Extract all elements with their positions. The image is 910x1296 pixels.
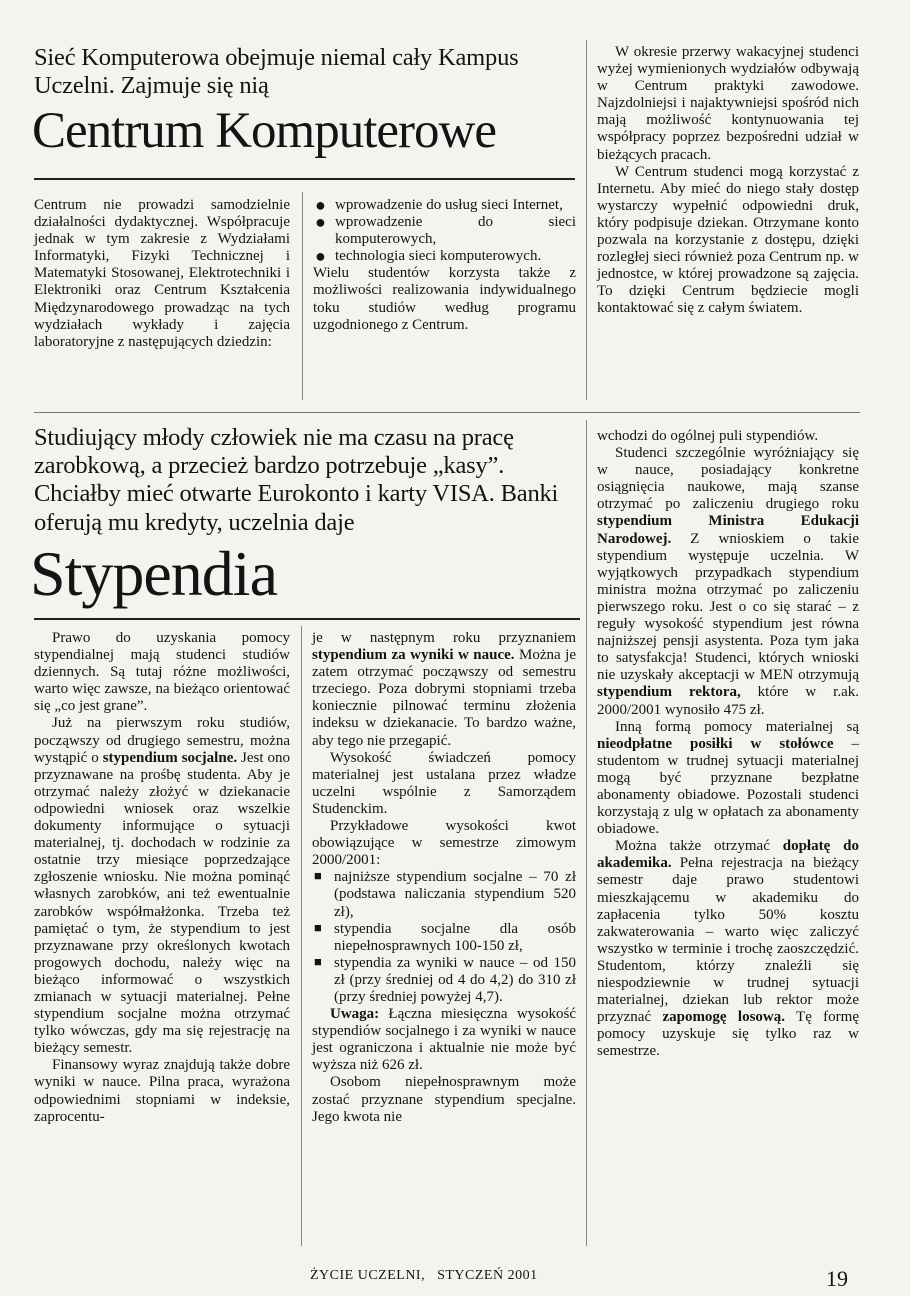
section1-col2-text: Wielu studentów korzysta także z możliwości realizowania indywidualnego toku studiów według programu uzgodnionego z Centrum.: [313, 265, 576, 333]
list-item: ■ stypendia socjalne dla osób niepełnosprawnych 100-150 zł,: [314, 919, 576, 954]
section1-headline: Centrum Komputerowe: [32, 103, 496, 159]
section2-col3-p2: Inną formą pomocy materialnej są nieodpłatne posiłki w stołówce – studentom w trudnej sytuacji materialnej mogą być przyznane bezpłatne abonamenty obiadowe. Pozostali studenci korzystają z ulg w opłatach za abonamenty obiadowe.: [597, 718, 859, 838]
section2-headline-rule: [34, 618, 580, 620]
footer-publication: ŻYCIE UCZELNI, STYCZEŃ 2001: [310, 1268, 538, 1283]
section2-col2: [312, 630, 576, 1126]
section1-col3: [597, 44, 859, 318]
section1-bullet-list: [313, 197, 576, 265]
list-item: ■ stypendia za wyniki w nauce – od 150 zł (przy średniej od 4 do 4,2) do 310 zł (przy średniej powyżej 4,7).: [314, 953, 576, 1005]
section1-col-divider-1: [302, 192, 303, 400]
emphasis-wyniki: stypendium za wyniki w nauce.: [312, 647, 515, 664]
bullet-square-icon: ■: [314, 919, 322, 935]
bullet-dot-icon: ●: [315, 195, 326, 215]
emphasis-men: stypendium Ministra Edukacji Narodowej.: [597, 513, 859, 547]
section2-col-divider-1: [301, 626, 302, 1246]
emphasis-uwaga: Uwaga:: [330, 1006, 380, 1023]
list-item: ● technologia sieci komputerowych.: [315, 246, 542, 267]
section2-col-divider-2: [586, 420, 587, 1246]
bullet-square-icon: ■: [314, 868, 322, 884]
section1-col3-p1: W okresie przerwy wakacyjnej studenci wyżej wymienionych wydziałów odbywają w Centrum praktyki zawodowe. Najzdolniejsi i najaktywniejsi spośród nich mają możliwość kontynuowania tej współpracy poprzez bezpośredni udział w bieżących pracach.: [597, 44, 859, 163]
emphasis-doplata: dopłatę do akademika.: [597, 838, 859, 872]
section2-col3: [597, 428, 859, 1060]
section2-col2-p3: Przykładowe wysokości kwot obowiązujące w semestrze zimowym 2000/2001:: [312, 818, 576, 869]
section2-col3-p0: wchodzi do ogólnej puli stypendiów.: [597, 428, 819, 444]
list-item: ■ najniższe stypendium socjalne – 70 zł (podstawa naliczania stypendium 520 zł),: [314, 868, 576, 920]
section2-col2-p2: Wysokość świadczeń pomocy materialnej jest ustalana przez władze uczelni wspólnie z Samorządem Studenckim.: [312, 749, 576, 817]
section1-lede: Sieć Komputerowa obejmuje niemal cały Kampus Uczelni. Zajmuje się nią: [34, 44, 519, 100]
bullet-dot-icon: ●: [315, 212, 326, 233]
section1-col2: [313, 197, 576, 334]
section1-col1-text: Centrum nie prowadzi samodzielnie działalności dydaktycznej. Współpracuje jednak w tym zakresie z Wydziałami Informatyki, Fizyki Technicznej i Matematyki Stosowanej, Elektrotechniki i Elektroniki oraz Centrum Kształcenia Międzynarodowego prowadząc na tych wydziałach wykłady i zajęcia laboratoryjne z następujących dziedzin:: [34, 197, 290, 350]
emphasis-zapomoga: zapomogę losową.: [662, 1009, 785, 1026]
emphasis-posilki: nieodpłatne posiłki w stołówce: [597, 735, 834, 752]
bullet-dot-icon: ●: [315, 246, 326, 267]
section2-col1-p2: Już na pierwszym roku studiów, począwszy od drugiego semestru, można wystąpić o stypendium socjalne. Jest ono przyznawane na prośbę studenta. Aby je otrzymać należy złożyć w dziekanacie odpowiedni wniosek oraz wszelkie dokumenty informujące o sytuacji materialnej, tj. dochodach w rodzinie za ostatnie trzy miesiące poprzedzające zgłoszenie wniosku. Nie można pominąć własnych zarobków, ani też ewentualnie zarobków współmałżonka. Trzeba też pamiętać o tym, że stypendium to jest przyznawane przy określonych kwotach progowych dochodu, należy więc na bieżąco informować o wszystkich zmianach w sytuacji materialnej. Pełne stypendium socjalne można otrzymać tylko wówczas, gdy ma się rejestrację na bieżący semestr.: [34, 715, 291, 1057]
emphasis-socjalne: stypendium socjalne.: [102, 749, 238, 766]
section1-headline-rule: [34, 178, 575, 180]
bullet-square-icon: ■: [314, 953, 322, 969]
emphasis-rektor: stypendium rektora,: [597, 684, 741, 701]
section2-amounts-list: [312, 869, 576, 1006]
page-number: 19: [826, 1266, 848, 1291]
list-item: ● wprowadzenie do sieci komputerowych,: [315, 212, 576, 248]
section2-col3-p3: Można także otrzymać dopłatę do akademika. Pełna rejestracja na bieżący semestr daje prawo studentowi mieszkającemu w akademiku do zapłacenia tylko 50% kosztu zakwaterowania – warto więc zaliczyć wszystko w terminie i trochę zaoszczędzić. Studentom, którzy znaleźli się niespodziewnie w trudnej sytuacji materialnej, dziekan lub rektor może przyznać zapomogę losową. Tę formę pomocy uzyskuje się tylko raz w semestrze.: [597, 838, 859, 1060]
section2-col1-p3: Finansowy wyraz znajdują także dobre wyniki w nauce. Pilna praca, wyrażona odpowiednimi stopniami w indeksie, zaprocentu-: [34, 1057, 290, 1125]
list-item: ● wprowadzenie do usług sieci Internet,: [315, 195, 563, 215]
section2-col1-p1: Prawo do uzyskania pomocy stypendialnej mają studenci studiów dziennych. Są tutaj różne możliwości, warto więc zawsze, na bieżąco orientować się „co jest grane”.: [34, 630, 290, 715]
section2-col1: [34, 630, 290, 1126]
section2-col3-p1: Studenci szczególnie wyróżniający się w nauce, posiadający konkretne osiągnięcia naukowe, mają szanse otrzymać po zaliczeniu drugiego roku stypendium Ministra Edukacji Narodowej. Z wnioskiem o takie stypendium występuje uczelnia. W wyjątkowych przypadkach stypendium ministra można otrzymać po zaliczeniu pierwszego roku. Jest o co się starać – z reguły wysokość stypendium jest równa najniższej pensji asystenta. Poza tym jaka to satysfakcja! Studenci, których wnioski nie uzyskały akceptacji w MEN otrzymują stypendium rektora, które w r.ak. 2000/2001 wynosiło 475 zł.: [597, 445, 860, 718]
section2-col2-p5: Osobom niepełnosprawnym może zostać przyznane stypendium specjalne. Jego kwota nie: [312, 1074, 576, 1125]
section2-col2-p1: je w następnym roku przyznaniem stypendium za wyniki w nauce. Można je zatem otrzymać począwszy od semestru trzeciego. Poza dobrymi stopniami trzeba koniecznie pilnować terminu złożenia indeksu w dziekanacie. To bardzo ważne, aby tego nie przegapić.: [312, 630, 576, 749]
section2-headline: Stypendia: [30, 538, 277, 609]
section2-col2-p4: Uwaga: Łączna miesięczna wysokość stypendiów socjalnego i za wyniki w nauce jest ograniczona i aktualnie nie może być wyższa niż 626 zł.: [312, 1006, 576, 1074]
section1-col-divider-2: [586, 40, 587, 400]
section2-lede: Studiujący młody człowiek nie ma czasu na pracę zarobkową, a przecież bardzo potrzebuje „kasy”. Chciałby mieć otwarte Eurokonto i karty VISA. Banki oferują mu kredyty, uczelnia daje: [34, 424, 559, 536]
section1-col3-p2: W Centrum studenci mogą korzystać z Internetu. Aby mieć do niego stały dostęp wystarczy wypełnić odpowiedni druk, który podpisuje dziekan. Otrzymane konto pozwala na korzystanie z dostępu, dzięki rozległej sieci również poza Centrum np. w jednostce, w której prowadzone są zajęcia. To dzięki Centrum będziecie mogli kontaktować się z całym światem.: [597, 163, 859, 317]
section-divider: [34, 412, 860, 413]
section1-col1: [34, 197, 290, 351]
